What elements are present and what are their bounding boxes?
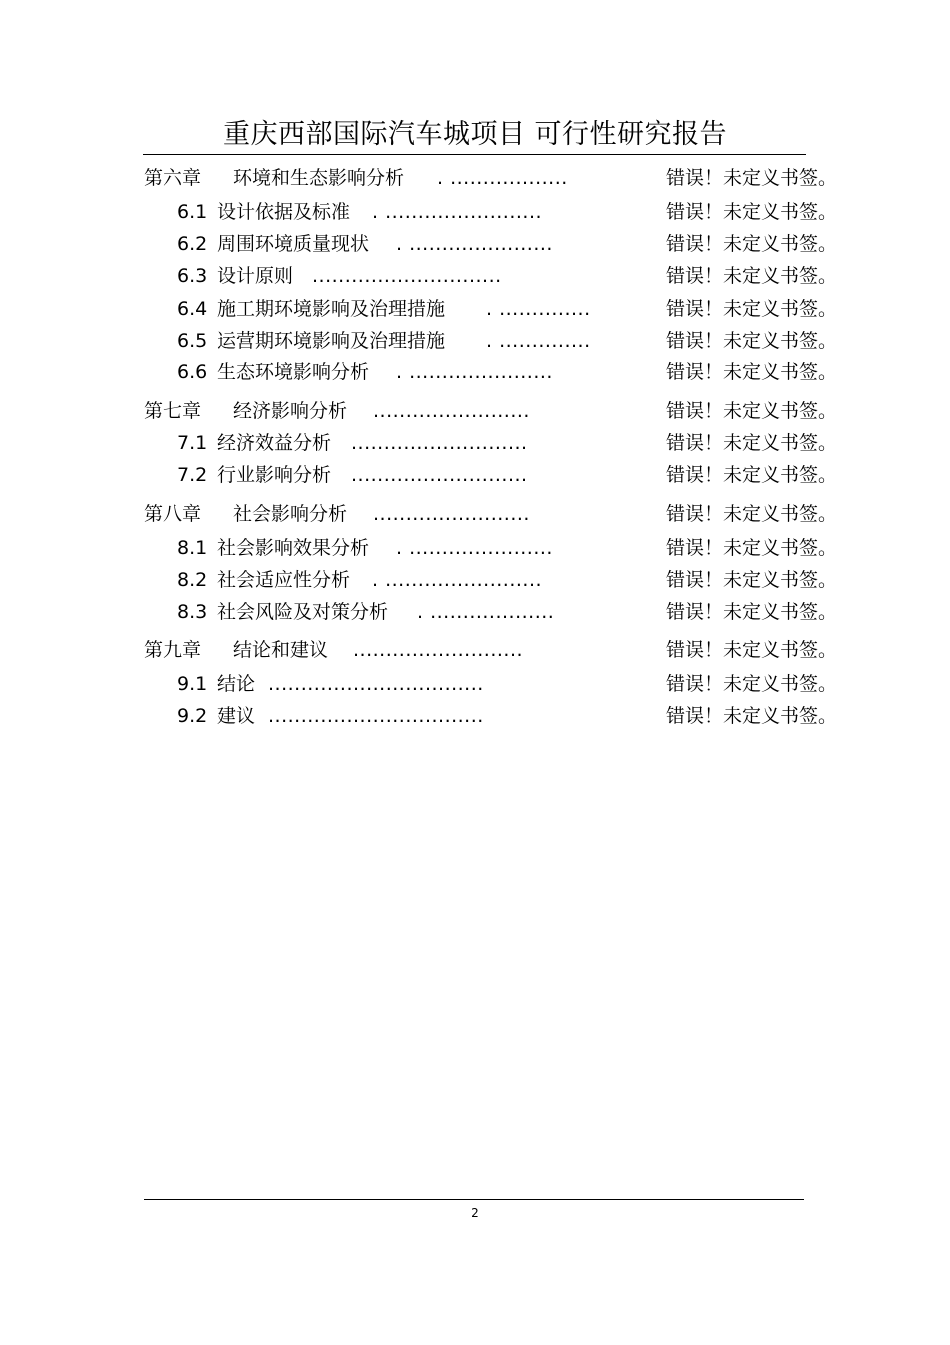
toc-section-row[interactable] <box>0 702 950 730</box>
toc-entry-title: 社会影响分析 <box>233 503 348 525</box>
toc-section-row[interactable] <box>0 358 950 386</box>
toc-chapter-row[interactable] <box>0 636 950 664</box>
toc-page-reference: 错误！未定义书签。 <box>666 537 838 559</box>
toc-entry-title: 结论 <box>217 673 256 695</box>
toc-entry-title: 环境和生态影响分析 <box>233 167 405 189</box>
toc-entry-title: 经济效益分析 <box>217 432 332 454</box>
toc-entry-number: 第九章 <box>144 639 202 661</box>
toc-entry-title: 建议 <box>217 705 256 727</box>
toc-dot-leader: . ........................ <box>372 201 543 223</box>
toc-entry-number: 第八章 <box>144 503 202 525</box>
toc-section-row[interactable] <box>0 461 950 489</box>
toc-chapter-row[interactable] <box>0 397 950 425</box>
toc-chapter-row[interactable] <box>0 500 950 528</box>
toc-dot-leader: . ...................... <box>396 233 553 255</box>
toc-page-reference: 错误！未定义书签。 <box>666 601 838 623</box>
toc-entry-number: 9.2 <box>177 705 208 727</box>
toc-dot-leader: . ...................... <box>396 537 553 559</box>
toc-page-reference: 错误！未定义书签。 <box>666 432 838 454</box>
toc-dot-leader: ........................... <box>351 432 528 454</box>
toc-page-reference: 错误！未定义书签。 <box>666 265 838 287</box>
toc-dot-leader: . ...................... <box>396 361 553 383</box>
toc-page-reference: 错误！未定义书签。 <box>666 400 838 422</box>
toc-page-reference: 错误！未定义书签。 <box>666 298 838 320</box>
toc-entry-number: 6.2 <box>177 233 208 255</box>
toc-section-row[interactable] <box>0 295 950 323</box>
toc-entry-number: 第六章 <box>144 167 202 189</box>
toc-dot-leader: . .............. <box>486 330 591 352</box>
toc-entry-number: 6.5 <box>177 330 208 352</box>
toc-entry-number: 8.3 <box>177 601 208 623</box>
toc-entry-title: 设计原则 <box>217 265 294 287</box>
toc-entry-title: 社会适应性分析 <box>217 569 351 591</box>
toc-section-row[interactable] <box>0 262 950 290</box>
header-rule <box>143 154 806 155</box>
toc-page-reference: 错误！未定义书签。 <box>666 201 838 223</box>
toc-dot-leader: . .................. <box>437 167 568 189</box>
toc-entry-title: 行业影响分析 <box>217 464 332 486</box>
toc-entry-title: 社会风险及对策分析 <box>217 601 389 623</box>
toc-entry-title: 施工期环境影响及治理措施 <box>217 298 446 320</box>
toc-page-reference: 错误！未定义书签。 <box>666 639 838 661</box>
toc-dot-leader: . ................... <box>417 601 555 623</box>
toc-page-reference: 错误！未定义书签。 <box>666 464 838 486</box>
toc-page-reference: 错误！未定义书签。 <box>666 705 838 727</box>
toc-page-reference: 错误！未定义书签。 <box>666 569 838 591</box>
toc-dot-leader: ............................. <box>312 265 502 287</box>
toc-dot-leader: ................................. <box>268 705 484 727</box>
toc-section-row[interactable] <box>0 230 950 258</box>
toc-entry-title: 社会影响效果分析 <box>217 537 370 559</box>
toc-section-row[interactable] <box>0 327 950 355</box>
toc-section-row[interactable] <box>0 429 950 457</box>
toc-entry-number: 6.6 <box>177 361 208 383</box>
toc-entry-title: 运营期环境影响及治理措施 <box>217 330 446 352</box>
toc-page-reference: 错误！未定义书签。 <box>666 330 838 352</box>
toc-dot-leader: ........................ <box>373 503 530 525</box>
toc-entry-number: 9.1 <box>177 673 208 695</box>
toc-page-reference: 错误！未定义书签。 <box>666 361 838 383</box>
toc-entry-number: 7.1 <box>177 432 208 454</box>
toc-chapter-row[interactable] <box>0 164 950 192</box>
toc-page-reference: 错误！未定义书签。 <box>666 673 838 695</box>
footer-rule <box>144 1199 804 1200</box>
toc-entry-title: 设计依据及标准 <box>217 201 351 223</box>
toc-dot-leader: . .............. <box>486 298 591 320</box>
toc-dot-leader: ................................. <box>268 673 484 695</box>
toc-entry-number: 8.2 <box>177 569 208 591</box>
toc-entry-number: 8.1 <box>177 537 208 559</box>
toc-entry-title: 经济影响分析 <box>233 400 348 422</box>
toc-section-row[interactable] <box>0 598 950 626</box>
toc-dot-leader: ........................... <box>351 464 528 486</box>
toc-section-row[interactable] <box>0 198 950 226</box>
toc-entry-title: 结论和建议 <box>233 639 329 661</box>
toc-entry-title: 周围环境质量现状 <box>217 233 370 255</box>
toc-page-reference: 错误！未定义书签。 <box>666 503 838 525</box>
page-number: 2 <box>471 1206 479 1220</box>
toc-entry-number: 7.2 <box>177 464 208 486</box>
toc-entry-number: 6.4 <box>177 298 208 320</box>
page-header-title: 重庆西部国际汽车城项目 可行性研究报告 <box>222 119 728 150</box>
toc-page-reference: 错误！未定义书签。 <box>666 167 838 189</box>
toc-page-reference: 错误！未定义书签。 <box>666 233 838 255</box>
toc-dot-leader: . ........................ <box>372 569 543 591</box>
toc-dot-leader: .......................... <box>353 639 524 661</box>
toc-dot-leader: ........................ <box>373 400 530 422</box>
toc-section-row[interactable] <box>0 534 950 562</box>
toc-section-row[interactable] <box>0 566 950 594</box>
toc-entry-number: 6.3 <box>177 265 208 287</box>
toc-section-row[interactable] <box>0 670 950 698</box>
toc-entry-number: 第七章 <box>144 400 202 422</box>
toc-entry-number: 6.1 <box>177 201 208 223</box>
toc-entry-title: 生态环境影响分析 <box>217 361 370 383</box>
